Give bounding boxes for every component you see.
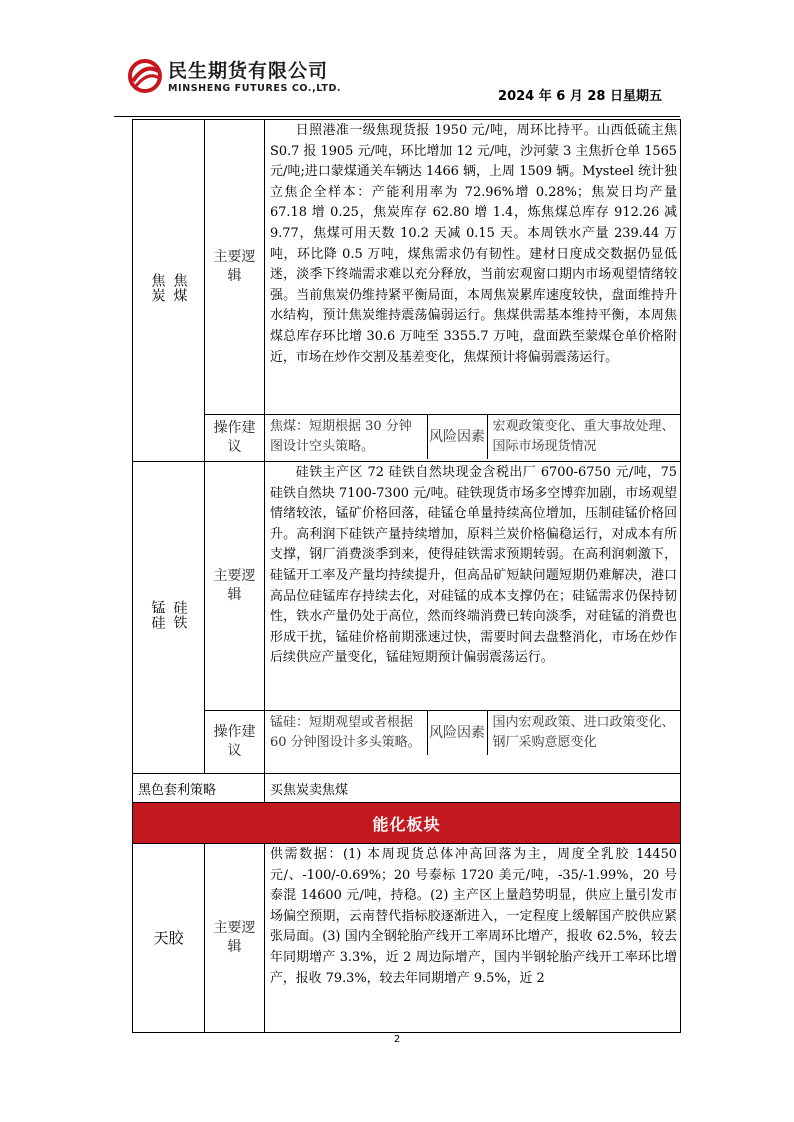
main-logic-label: 主要逻辑 <box>205 462 265 711</box>
coal-logic-row <box>133 120 681 415</box>
coal-advice-inner <box>265 415 680 459</box>
ferro-risk-text: 国内宏观政策、进口政策变化、钢厂采购意愿变化 <box>487 711 680 755</box>
ferro-advice-inner <box>265 711 680 755</box>
page-number: 2 <box>393 1034 401 1045</box>
black-strategy-value: 买焦炭卖焦煤 <box>265 774 681 803</box>
risk-label: 风险因素 <box>427 711 487 755</box>
rubber-category <box>133 844 205 1033</box>
ferrosilicon-label: 硅铁 <box>171 600 188 630</box>
energy-section-title: 能化板块 <box>133 803 681 844</box>
energy-section-row <box>133 803 681 844</box>
ferro-logic-text: 硅铁主产区 72 硅铁自然块现金含税出厂 6700-6750 元/吨，75 硅铁自然块 7100-7300 元/吨。硅铁现货市场多空博弈加剧，市场观望情绪较浓，锰矿价格回落，硅锰仓单量持续高位增加，压制硅锰价格回升。高利润下硅铁产量持续增加，原料兰炭价格偏稳运行，对成本有所支撑，钢厂消费淡季到来，使得硅铁需求预期转弱。在高利润刺激下，硅锰开工率及产量均持续提升，但高品矿短缺问题短期仍难解决，港口高品位硅锰库存持续去化，对硅锰的成本支撑仍在；硅锰需求仍保持韧性，铁水产量仍处于高位，然而终端消费已转向淡季，对硅锰的消费也形成干扰，锰硅价格前期涨速过快，需要时间去盘整消化，市场在炒作后续供应产量变化，锰硅短期预计偏弱震荡运行。 <box>265 462 681 711</box>
ferro-logic-row <box>133 462 681 711</box>
ferro-advice-row <box>133 711 681 774</box>
main-logic-label: 主要逻辑 <box>205 120 265 415</box>
coal-advice-row <box>133 415 681 462</box>
ferro-category <box>133 462 205 774</box>
logo-english-name: MINSHENG FUTURES CO.,LTD. <box>168 83 342 94</box>
company-logo <box>128 56 368 102</box>
coal-advice-text: 焦煤：短期根据 30 分钟图设计空头策略。 <box>270 419 412 454</box>
rubber-label: 天胶 <box>153 928 184 947</box>
coal-risk-text: 宏观政策变化、重大事故处理、国际市场现货情况 <box>487 415 680 459</box>
risk-label: 风险因素 <box>427 415 487 459</box>
report-date: 2024 年 6 月 28 日星期五 <box>498 89 662 104</box>
header-divider <box>114 116 680 117</box>
ferro-advice-text: 锰硅：短期观望或者根据 60 分钟图设计多头策略。 <box>270 715 421 750</box>
minsheng-logo-icon <box>128 59 162 93</box>
rubber-logic-row <box>133 844 681 1033</box>
main-logic-label: 主要逻辑 <box>205 844 265 1033</box>
coal-category <box>133 120 205 462</box>
coke-label: 焦炭 <box>149 273 166 303</box>
logo-chinese-name: 民生期货有限公司 <box>168 60 329 82</box>
operation-label: 操作建议 <box>205 415 265 462</box>
strategy-table <box>132 119 681 1033</box>
coking-coal-label: 焦煤 <box>171 273 188 303</box>
black-strategy-row <box>133 774 681 803</box>
black-strategy-label: 黑色套利策略 <box>133 774 265 803</box>
operation-label: 操作建议 <box>205 711 265 774</box>
rubber-logic-text: 供需数据：(1) 本周现货总体冲高回落为主，周度全乳胶 14450 元/、-100/-0.69%；20 号泰标 1720 美元/吨，-35/-1.99%，20 号泰混 14600 元/吨，持稳。(2) 主产区上量趋势明显，供应上量引发市场偏空预期，云南替代指标胶逐渐进入，一定程度上缓解国产胶供应紧张局面。(3) 国内全钢轮胎产线开工率周环比增产，报收 62.5%，较去年同期增产 3.3%，近 2 周边际增产，国内半钢轮胎产线开工率环比增产，报收 79.3%，较去年同期增产 9.5%，近 2 <box>265 844 681 1033</box>
silicomanganese-label: 锰硅 <box>149 600 166 630</box>
coal-logic-text: 日照港准一级焦现货报 1950 元/吨，周环比持平。山西低硫主焦 S0.7 报 1905 元/吨，环比增加 12 元/吨，沙河蒙 3 主焦折仓单 1565 元/吨;进口蒙煤通关车辆达 1466 辆，上周 1509 辆。Mysteel 统计独立焦企全样本：产能利用率为 72.96%增 0.28%；焦炭日均产量 67.18 增 0.25，焦炭库存 62.80 增 1.4，炼焦煤总库存 912.26 减 9.77，焦煤可用天数 10.2 天减 0.15 天。本周铁水产量 239.44 万吨，环比降 0.5 万吨，煤焦需求仍有韧性。建材日度成交数据仍显低迷，淡季下终端需求难以充分释放，当前宏观窗口期内市场观望情绪较强。当前焦炭仍维持紧平衡局面，本周焦炭累库速度较快，盘面维持升水结构，预计焦炭维持震荡偏弱运行。焦煤供需基本维持平衡，本周焦煤总库存环比增 30.6 万吨至 3355.7 万吨，盘面跌至蒙煤仓单价格附近，市场在炒作交割及基差变化，焦煤预计将偏弱震荡运行。 <box>265 120 681 415</box>
